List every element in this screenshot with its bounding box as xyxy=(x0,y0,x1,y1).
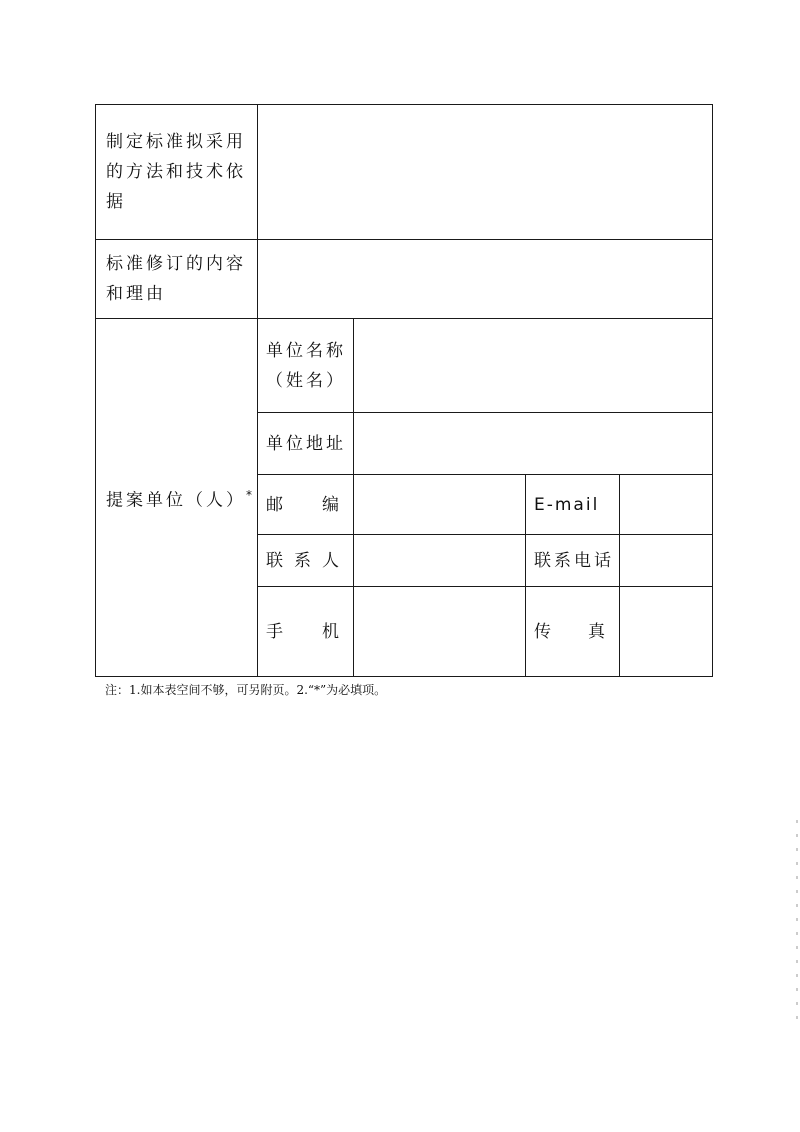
fax-char-1: 传 xyxy=(534,621,551,642)
postcode-char-1: 邮 xyxy=(266,494,283,515)
email-label xyxy=(526,475,620,535)
fax-field[interactable] xyxy=(620,587,713,677)
proposer-label xyxy=(96,319,258,677)
email-field[interactable] xyxy=(620,475,713,535)
proposer-label-text: 提案单位（人） xyxy=(106,490,246,511)
address-label: 单位地址 xyxy=(258,413,354,475)
unit-name-label-line1: 单位名称 xyxy=(266,340,346,361)
fax-label xyxy=(526,587,620,677)
mobile-field[interactable] xyxy=(354,587,526,677)
scan-edge-mark xyxy=(796,820,798,1020)
contact-char-3: 人 xyxy=(322,550,339,571)
method-basis-label: 制定标准拟采用的方法和技术依据 xyxy=(96,105,258,240)
mobile-label xyxy=(258,587,354,677)
postcode-label xyxy=(258,475,354,535)
postcode-char-2: 编 xyxy=(322,494,339,515)
contact-char-2: 系 xyxy=(294,550,311,571)
postcode-field[interactable] xyxy=(354,475,526,535)
phone-field[interactable] xyxy=(620,535,713,587)
footnote: 注：1.如本表空间不够，可另附页。2.“*”为必填项。 xyxy=(105,683,387,697)
required-star: * xyxy=(246,487,252,502)
contact-field[interactable] xyxy=(354,535,526,587)
revision-reason-label: 标准修订的内容和理由 xyxy=(96,240,258,319)
unit-name-field[interactable] xyxy=(354,319,713,413)
mobile-char-1: 手 xyxy=(266,621,283,642)
unit-name-label xyxy=(258,319,354,413)
address-field[interactable] xyxy=(354,413,713,475)
contact-char-1: 联 xyxy=(266,550,283,571)
email-label-text: E-mail xyxy=(534,494,600,515)
proposal-form-table xyxy=(95,104,713,677)
mobile-char-2: 机 xyxy=(322,621,339,642)
contact-label xyxy=(258,535,354,587)
method-basis-field[interactable] xyxy=(258,105,713,240)
revision-reason-field[interactable] xyxy=(258,240,713,319)
unit-name-label-line2: （姓名） xyxy=(266,370,346,391)
fax-char-2: 真 xyxy=(588,621,605,642)
phone-label: 联系电话 xyxy=(526,535,620,587)
